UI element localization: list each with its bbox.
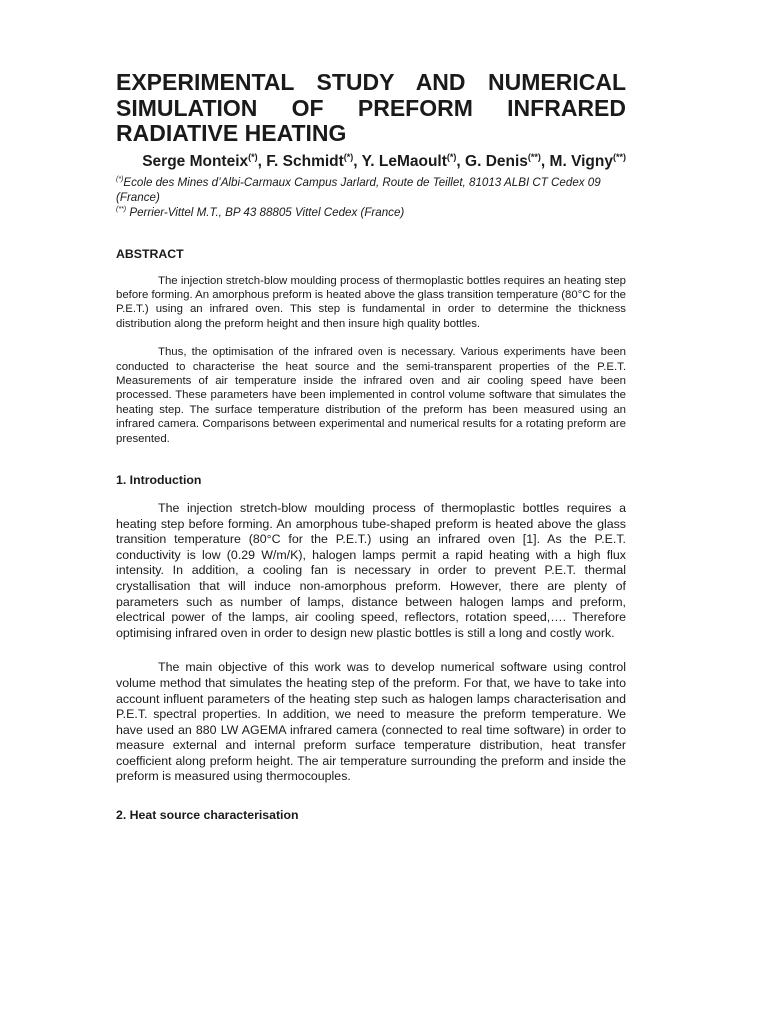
author-affiliation-mark: (*) — [343, 151, 354, 162]
affiliations — [116, 175, 626, 220]
affiliation-mark: (*) — [116, 175, 124, 183]
section-heading-heat-source: 2. Heat source characterisation — [116, 808, 299, 823]
author-affiliation-mark: (*) — [446, 151, 457, 162]
author-affiliation-mark: (*) — [248, 151, 258, 162]
body-paragraph: The main objective of this work was to develop numerical software using control volume method that simulates the heating step of the preform. For that, we have to take into account influent parameters of the heating step such as halogen lamps characterisation and P.E.T. spectral properties. In addition, we need to measure the preform temperature. We have used an 880 LW AGEMA infrared camera (connected to real time software) in order to measure external and internal preform surface temperature distribution, heat transfer coefficient along preform height. The air temperature surrounding the preform and inside the preform is measured using thermocouples. — [116, 660, 626, 784]
paper-title: EXPERIMENTAL STUDY AND NUMERICAL SIMULATION OF PREFORM INFRARED RADIATIVE HEATING — [116, 69, 626, 146]
affiliation: (*)Ecole des Mines d’Albi-Carmaux Campus Jarlard, Route de Teillet, 81013 ALBI CT Cedex 09 (France) — [116, 175, 601, 204]
author: F. Schmidt(*), — [266, 151, 362, 170]
author: G. Denis(**), — [465, 151, 550, 170]
affiliation-mark: (**) — [116, 205, 127, 213]
author-affiliation-mark: (**) — [613, 151, 626, 162]
abstract-heading: ABSTRACT — [116, 246, 184, 261]
author: Y. LeMaoult(*), — [361, 151, 466, 170]
affiliation: (**) Perrier-Vittel M.T., BP 43 88805 Vittel Cedex (France) — [116, 205, 405, 219]
section-heading-introduction: 1. Introduction — [116, 472, 202, 487]
abstract-paragraph: The injection stretch-blow moulding process of thermoplastic bottles requires an heating step before forming. An amorphous preform is heated above the glass transition temperature (80°C for the P.E.T.) using an infrared oven. This step is fundamental in order to determine the thickness distribution along the preform height and then insure high quality bottles. — [116, 274, 626, 330]
author: M. Vigny(**) — [549, 151, 626, 170]
author: Serge Monteix(*), — [142, 151, 267, 170]
paper-page — [116, 70, 626, 823]
body-paragraph: The injection stretch-blow moulding process of thermoplastic bottles requires a heating step before forming. An amorphous tube-shaped preform is heated above the glass transition temperature (80°C for the P.E.T.) using an infrared oven [1]. As the P.E.T. conductivity is low (0.29 W/m/K), halogen lamps permit a rapid heating with a high flux intensity. In addition, a cooling fan is necessary in order to prevent P.E.T. thermal crystallisation that will induce non-amorphous preform. However, there are plenty of parameters such as number of lamps, distance between halogen lamps and preform, electrical power of the lamps, air cooling speed, reflectors, rotation speed,…. Therefore optimising infrared oven in order to design new plastic bottles is still a long and costly work. — [116, 500, 626, 640]
abstract-paragraph: Thus, the optimisation of the infrared oven is necessary. Various experiments have been conducted to characterise the heat source and the semi-transparent properties of the P.E.T. Measurements of air temperature inside the infrared oven and air cooling speed have been processed. These parameters have been implemented in control volume software that simulates the heating step. The surface temperature distribution of the preform has been measured using an infrared camera. Comparisons between experimental and numerical results for a rotating preform are presented. — [116, 346, 626, 445]
author-affiliation-mark: (**) — [527, 151, 541, 162]
author-list — [116, 152, 626, 172]
